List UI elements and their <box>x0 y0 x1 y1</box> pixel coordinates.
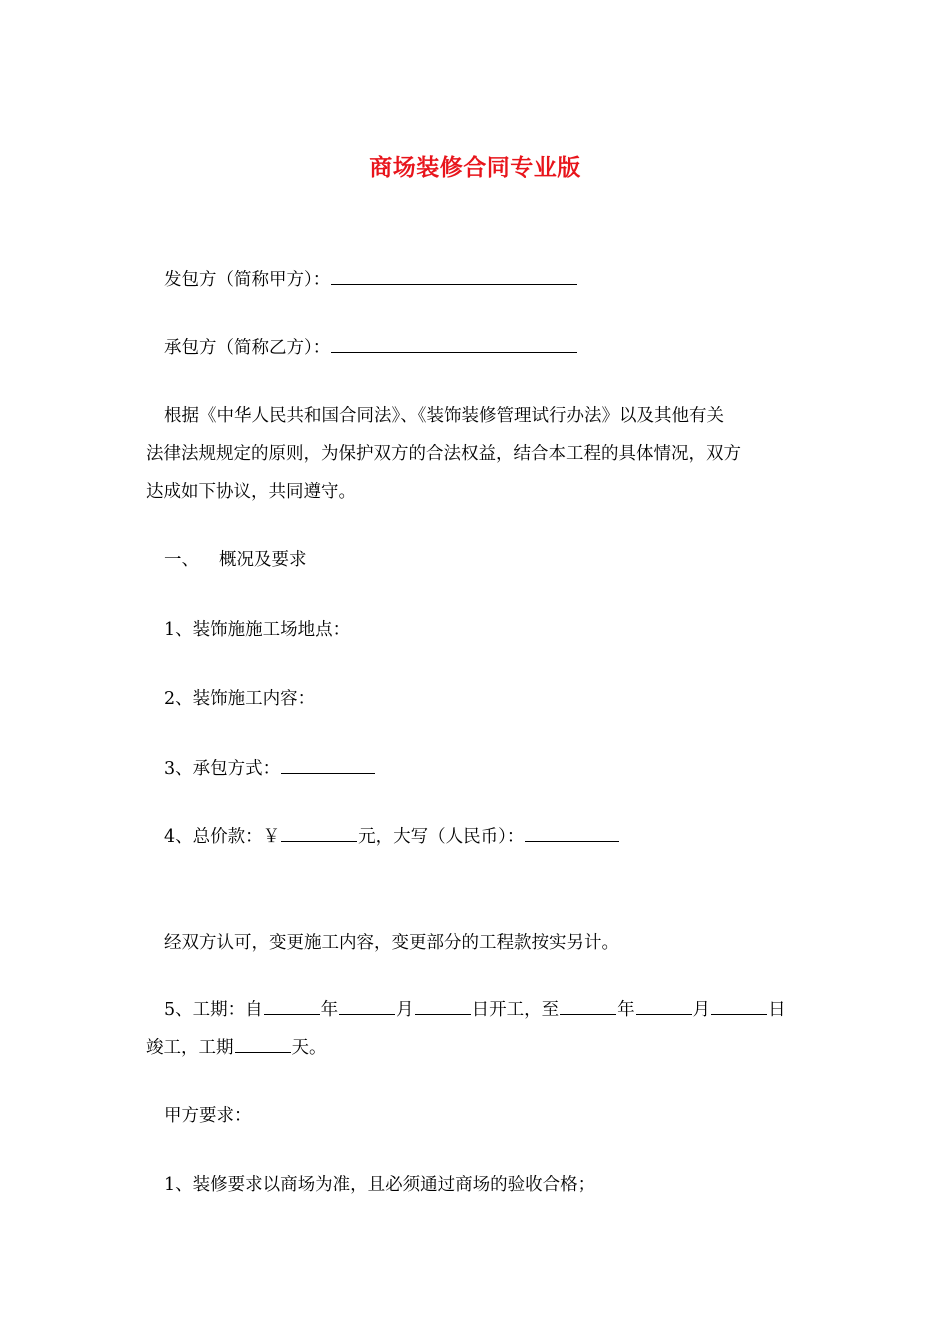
change-note: 经双方认可，变更施工内容，变更部分的工程款按实另计。 <box>164 933 619 953</box>
item-1: 1、装饰施施工场地点： <box>164 620 351 640</box>
item-4-line <box>146 819 829 857</box>
preamble-line-1: 根据《中华人民共和国合同法》、《装饰装修管理试行办法》以及其他有关 <box>164 406 724 426</box>
party-b-line <box>146 330 829 368</box>
start-day-label: 日开工，至 <box>471 1000 560 1020</box>
party-b-label: 承包方（简称乙方）： <box>164 338 331 358</box>
party-a-blank <box>331 265 577 285</box>
start-day-blank <box>415 995 471 1015</box>
item-4-mid: 元，大写（人民币）： <box>358 827 525 847</box>
section-1-number: 一、 <box>164 550 199 570</box>
end-day-blank <box>711 995 767 1015</box>
start-year-blank <box>264 995 320 1015</box>
item-5-prefix: 5、工期：自 <box>164 1000 263 1020</box>
item-4-uppercase-blank <box>525 822 619 842</box>
section-1-title: 概况及要求 <box>219 550 307 570</box>
start-year-label: 年 <box>320 1000 339 1020</box>
item-4-amount-blank <box>281 822 357 842</box>
item-4-prefix: 4、总价款：￥ <box>164 827 281 847</box>
item-5-line-2 <box>146 1030 811 1068</box>
duration-blank <box>235 1033 291 1053</box>
item-3-line <box>146 751 829 789</box>
requirement-1: 1、装修要求以商场为准，且必须通过商场的验收合格； <box>164 1175 596 1195</box>
item-3-label: 3、承包方式： <box>164 759 281 779</box>
item-2: 2、装饰施工内容： <box>164 689 316 709</box>
start-month-label: 月 <box>396 1000 414 1020</box>
end-day-label: 日 <box>768 1000 786 1020</box>
end-year-blank <box>560 995 616 1015</box>
section-1-heading <box>146 542 829 580</box>
start-month-blank <box>339 995 395 1015</box>
party-b-blank <box>331 333 577 353</box>
party-a-label: 发包方（简称甲方）： <box>164 270 331 290</box>
item-5-line-2-suffix: 天。 <box>291 1038 327 1058</box>
party-a-line <box>146 262 829 300</box>
item-5-line-2-prefix: 竣工，工期 <box>146 1038 234 1058</box>
item-3-blank <box>281 754 375 774</box>
party-a-requirements-label: 甲方要求： <box>164 1106 252 1126</box>
end-month-blank <box>636 995 692 1015</box>
preamble-line-3: 达成如下协议，共同遵守。 <box>146 482 356 502</box>
end-month-label: 月 <box>692 1000 711 1020</box>
document-title: 商场装修合同专业版 <box>369 154 581 181</box>
end-year-label: 年 <box>617 1000 635 1020</box>
preamble-line-2: 法律法规规定的原则，为保护双方的合法权益，结合本工程的具体情况，双方 <box>146 444 741 464</box>
item-5-line-1 <box>146 992 829 1030</box>
